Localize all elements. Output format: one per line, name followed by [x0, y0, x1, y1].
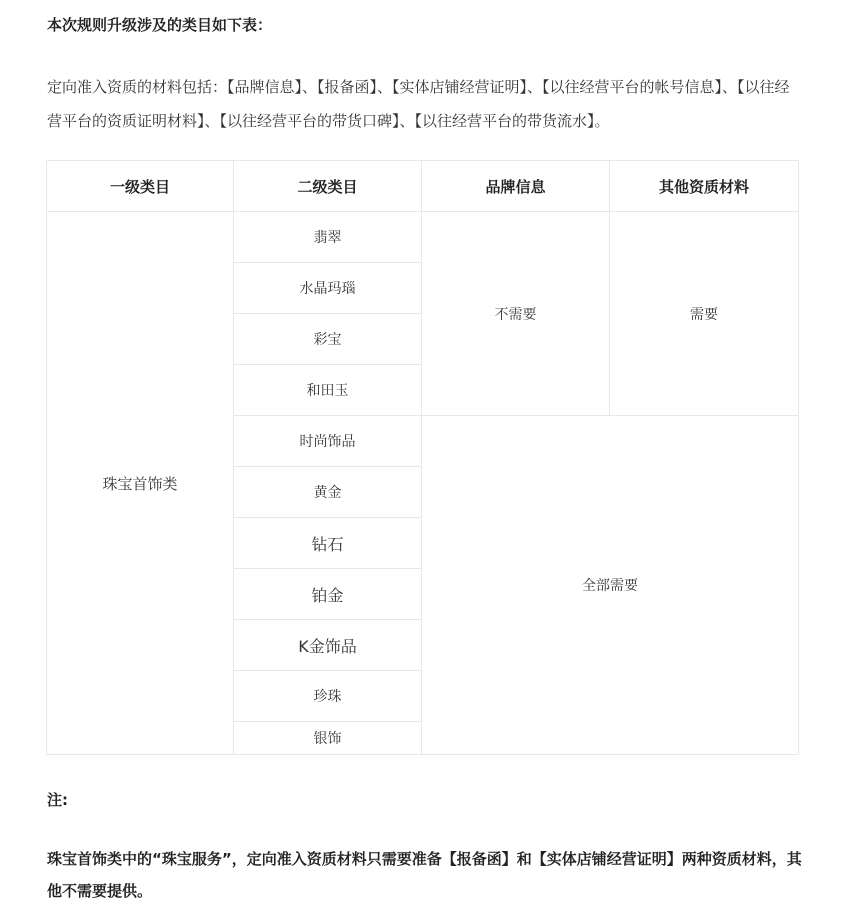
all-required-cell: 全部需要: [422, 416, 799, 755]
brand-info-requirement: 不需要: [422, 212, 610, 416]
header-other-materials: 其他资质材料: [610, 161, 799, 212]
category-table: [46, 160, 799, 755]
other-materials-requirement: 需要: [610, 212, 799, 416]
secondary-category-cell: 银饰: [234, 722, 422, 755]
primary-category-cell: 珠宝首饰类: [47, 212, 234, 755]
secondary-category-cell: 彩宝: [234, 314, 422, 365]
secondary-category-cell: 钻石: [234, 518, 422, 569]
note-text: 珠宝首饰类中的“珠宝服务”，定向准入资质材料只需要准备【报备函】和【实体店铺经营证明】两种资质材料，其他不需要提供。: [47, 850, 802, 900]
note-label: 注:: [47, 791, 68, 809]
header-primary-category: 一级类目: [47, 161, 234, 212]
table-row: [47, 212, 799, 263]
secondary-category-cell: K金饰品: [234, 620, 422, 671]
secondary-category-cell: 翡翠: [234, 212, 422, 263]
secondary-category-cell: 黄金: [234, 467, 422, 518]
secondary-category-cell: 水晶玛瑙: [234, 263, 422, 314]
secondary-category-cell: 时尚饰品: [234, 416, 422, 467]
secondary-category-cell: 铂金: [234, 569, 422, 620]
header-secondary-category: 二级类目: [234, 161, 422, 212]
secondary-category-cell: 珍珠: [234, 671, 422, 722]
intro-paragraph: 定向准入资质的材料包括：【品牌信息】、【报备函】、【实体店铺经营证明】、【以往经营平台的帐号信息】、【以往经营平台的资质证明材料】、【以往经营平台的带货口碑】、【以往经营平台的带货流水】。: [47, 78, 790, 130]
page-heading: 本次规则升级涉及的类目如下表：: [47, 16, 273, 34]
header-brand-info: 品牌信息: [422, 161, 610, 212]
secondary-category-cell: 和田玉: [234, 365, 422, 416]
table-header-row: [47, 161, 799, 212]
